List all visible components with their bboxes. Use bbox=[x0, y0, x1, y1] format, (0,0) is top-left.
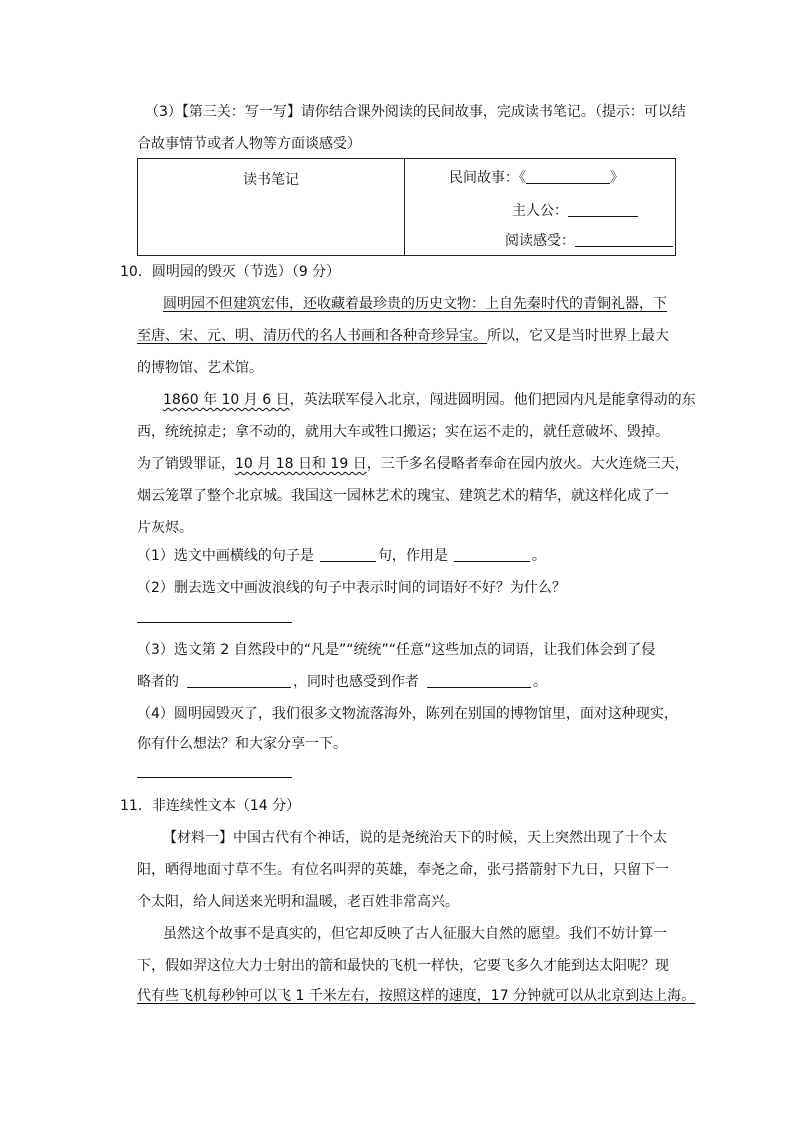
q11-title: 11．非连续性文本（14 分） bbox=[120, 798, 301, 814]
q11-m2-line2-text: 下，假如羿这位大力士射出的箭和最快的飞机一样快，它要飞多久才能到达太阳呢？现 bbox=[137, 958, 669, 974]
q10-sub3-text-b: ，同时也感受到作者 bbox=[293, 674, 419, 690]
q10-sub4-line1: （4）圆明园毁灭了，我们很多文物流落海外，陈列在别国的博物馆里，面对这种现实， bbox=[137, 706, 678, 722]
q10-p1-underlined-part2: 至唐、宋、元、明、清历代的名人书画和各种奇珍异宝。 bbox=[137, 328, 487, 344]
folk-story-close: 》 bbox=[610, 170, 624, 186]
q10-sub3-blank2[interactable] bbox=[427, 672, 531, 688]
q10-sub3-blank1[interactable] bbox=[187, 672, 291, 688]
q10-p1-underlined-part1: 圆明园不但建筑宏伟，还收藏着最珍贵的历史文物：上自先秦时代的青铜礼器，下 bbox=[163, 296, 667, 312]
q10-sub2-answer-line[interactable] bbox=[137, 622, 292, 623]
folk-story-blank[interactable] bbox=[526, 168, 610, 184]
q10-p1-line1 bbox=[163, 294, 667, 314]
q10-p2-line5: 片灰烬。 bbox=[137, 520, 193, 536]
q10-sub3-text-c: 。 bbox=[533, 674, 547, 690]
q10-p2-line1 bbox=[163, 390, 696, 410]
folk-story-label: 民间故事：《 bbox=[449, 170, 526, 186]
reading-notes-right-cell bbox=[405, 159, 676, 256]
q10-p2-line3-rest: ，三千多名侵略者奉命在园内放火。大火连烧三天， bbox=[366, 456, 689, 472]
q11-m2-line1: 虽然这个故事不是真实的，但它却反映了古人征服大自然的愿望。我们不妨计算一 bbox=[163, 926, 667, 942]
q10-sub2: （2）删去选文中画波浪线的句子中表示时间的词语好不好？为什么？ bbox=[137, 580, 566, 596]
q10-p2-date1: 1860 年 10 月 6 日 bbox=[163, 392, 290, 408]
q10-sub1-blank2[interactable] bbox=[454, 546, 530, 562]
q10-p2-date2: 10 月 18 日和 19 日 bbox=[235, 456, 367, 472]
protagonist-label: 主人公： bbox=[512, 203, 568, 219]
q10-p2-line4: 烟云笼罩了整个北京城。我国这一园林艺术的瑰宝、建筑艺术的精华，就这样化成了一 bbox=[137, 488, 669, 504]
q10-p2-line2: 西，统统掠走；拿不动的，就用大车或牲口搬运；实在运不走的，就任意破坏、毁掉。 bbox=[137, 424, 669, 440]
q10-sub3-line2 bbox=[137, 672, 547, 692]
q9-3-prompt-line2: 合故事情节或者人物等方面谈感受） bbox=[137, 136, 361, 152]
q11-m2-line2 bbox=[137, 956, 669, 976]
q11-m1-line1: 【材料一】中国古代有个神话，说的是尧统治天下的时候，天上突然出现了十个太 bbox=[163, 830, 667, 846]
q11-m1-line3: 个太阳，给人间送来光明和温暖，老百姓非常高兴。 bbox=[137, 894, 459, 910]
q10-title: 10．圆明园的毁灭（节选）（9 分） bbox=[120, 264, 341, 280]
q11-m2-underlined-sentence: 代有些飞机每秒钟可以飞 1 千米左右，按照这样的速度，17 分钟就可以从北京到达上海。 bbox=[137, 988, 696, 1004]
feeling-blank[interactable] bbox=[575, 231, 673, 247]
q10-sub4-line2: 你有什么想法？和大家分享一下。 bbox=[137, 736, 347, 752]
q10-sub1-text-b: 句，作用是 bbox=[377, 548, 448, 564]
reading-notes-table bbox=[137, 158, 676, 256]
q10-sub1-blank1[interactable] bbox=[320, 546, 376, 562]
q10-sub1-text-a: （1）选文中画横线的句子是 bbox=[137, 548, 314, 564]
q10-sub3-text-a: 略者的 bbox=[137, 674, 179, 690]
q10-p2-line1-rest: ，英法联军侵入北京，闯进圆明园。他们把园内凡是能拿得动的东 bbox=[289, 392, 696, 408]
feeling-field bbox=[505, 230, 673, 250]
q10-sub1-text-c: 。 bbox=[531, 548, 546, 564]
protagonist-blank[interactable] bbox=[568, 201, 638, 217]
q10-sub4-answer-line[interactable] bbox=[137, 777, 292, 778]
reading-notes-left-cell bbox=[138, 159, 405, 256]
q11-m2-line3 bbox=[137, 986, 695, 1006]
q9-3-prompt-line1: （3）【第三关：写一写】请你结合课外阅读的民间故事，完成读书笔记。（提示：可以结 bbox=[145, 104, 686, 120]
q10-p1-line2 bbox=[137, 326, 669, 346]
q10-sub1 bbox=[137, 546, 546, 566]
folk-story-field bbox=[449, 167, 624, 187]
q11-m1-line2: 阳，晒得地面寸草不生。有位名叫羿的英雄，奉尧之命，张弓搭箭射下九日，只留下一 bbox=[137, 862, 669, 878]
feeling-label: 阅读感受： bbox=[505, 233, 575, 249]
reading-notes-header: 读书笔记 bbox=[243, 172, 299, 188]
protagonist-field bbox=[512, 200, 638, 220]
q10-sub3-line1: （3）选文第 2 自然段中的“凡是”“统统”“任意”这些加点的词语，让我们体会到了侵 bbox=[137, 642, 656, 658]
q10-p1-line2-rest: 所以，它又是当时世界上最大 bbox=[487, 328, 669, 344]
q10-p1-line3: 的博物馆、艺术馆。 bbox=[137, 360, 263, 376]
q10-p2-line3-lead: 为了销毁罪证， bbox=[137, 456, 235, 472]
q10-p2-line3 bbox=[137, 454, 689, 474]
